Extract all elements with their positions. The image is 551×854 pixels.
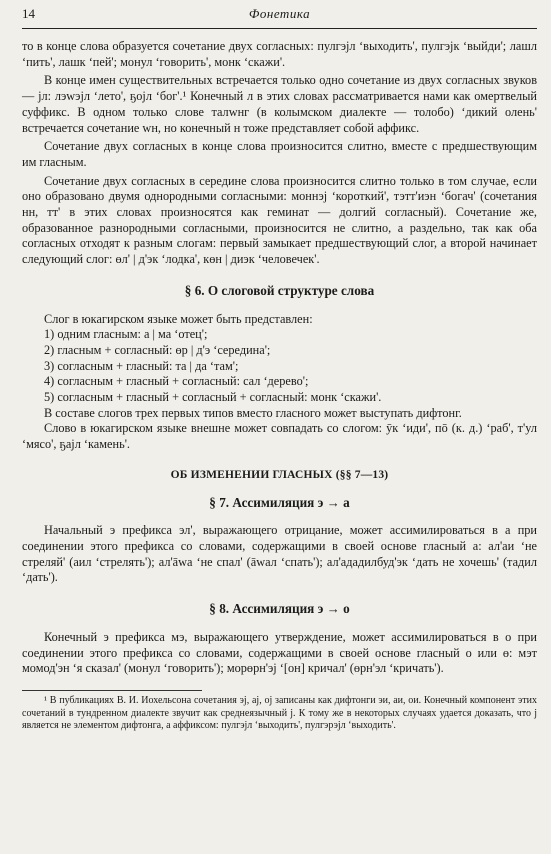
section-8-heading: § 8. Ассимиляция э → о [209, 601, 350, 617]
footnote: ¹ В публикациях В. И. Иохельсона сочетания эј, ај, ој записаны как дифтонги эи, аи, ои. Конечный компонент этих сочетаний в тундренном диалекте звучит как среднеязычный ј. К тому же в некоторых случаях удается доказать, что ј является не элементом дифтонга, а аффиксом: пулгэјл ʻвыходить', пулгэрэјл ʻвыходить'. [22, 694, 537, 732]
running-header [22, 6, 537, 29]
list-item: 4) согласным + гласный + согласный: сал ʻдерево'; [44, 374, 309, 389]
group-heading: ОБ ИЗМЕНЕНИИ ГЛАСНЫХ (§§ 7—13) [170, 468, 389, 481]
list-item: 5) согласным + гласный + согласный + согласный: монк ʻскажи'. [44, 390, 382, 405]
section-7-heading: § 7. Ассимиляция э → а [209, 494, 350, 510]
section-6-word-as-syllable: Слово в юкагирском языке внешне может совпадать со слогом: ӯк ʻиди', пō (к. д.) ʻраб', т'ул ʻмясо', ҕајл ʻкамень'. [22, 421, 537, 452]
running-title: Фонетика [248, 6, 311, 21]
page-number: 14 [22, 6, 35, 21]
list-item: 3) согласным + гласный: та | да ʻтам'; [44, 358, 239, 373]
list-item: 2) гласным + согласный: өр | д'э ʻсередина'; [44, 342, 271, 357]
paragraph-medial-clusters: Сочетание двух согласных в середине слова произносится слитно только в том случае, если оно образовано двумя однородными согласными: моннэј ʻкороткий', тэтт'иэн ʻбогач' (сочетания нн, тт' в этих словах произносятся как геминат — долгий согласный). Сочетание же, образованное разнородными согласными, произносится не слитно, а раздельно, так как оба согласных отходят к разным слогам: первый замыкает предшествующий слог, а второй начинает следующий слог: өл' | д'эк ʻлодка', көн | диэк ʻчеловечек'. [22, 173, 537, 267]
paragraph-consonant-clusters: В конце имен существительных встречается только одно сочетание из двух согласных звуков — јл: лэwэјл ʻлето', ҕојл ʻбог'.¹ Конечный л в этих словах рассматривается нами как омертвелый суффикс. В одном только слове талwнг (в колымском диалекте — толобо) ʻдикий олень' встречается сочетание wн, но конечный н тоже представляет собой аффикс. [22, 73, 537, 135]
paragraph-continuation: то в конце слова образуется сочетание двух согласных: пулгэјл ʻвыходить', пулгэјк ʻвыйди'; лашл ʻпить', лашк ʻпей'; монул ʻговорить', монк ʻскажи'. [22, 39, 537, 69]
section-7-text: Начальный э префикса эл', выражающего отрицание, может ассимилироваться в а при соединении этого префикса со словами, содержащими в своей основе гласный а: ал'аи ʻне стреляй' (аил ʻстрелять'); ал'āwа ʻне спал' (āwал ʻспать'); ал'ададилбуд'эк ʻдать не хочешь' (тадил ʻдать'). [22, 523, 537, 585]
section-6-intro: Слог в юкагирском языке может быть представлен: [44, 311, 313, 326]
body-text [22, 39, 537, 733]
section-6-diphthong-note: В составе слогов трех первых типов вместо гласного может выступать дифтонг. [44, 405, 462, 420]
section-8-text: Конечный э префикса мэ, выражающего утверждение, может ассимилироваться в о при соединении этого префикса со словами, содержащими в своей основе гласный о или ө: мэт момод'эн ʻя сказал' (монул ʻговорить'); морөрн'эј ʻ[он] кричал' (өрн'эл ʻкричать'). [22, 629, 537, 676]
footnote-rule [22, 690, 202, 691]
list-item: 1) одним гласным: а | ма ʻотец'; [44, 327, 208, 342]
paragraph-final-clusters: Сочетание двух согласных в конце слова произносится слитно, вместе с предшествующим им гласным. [22, 139, 537, 169]
syllable-type-list [22, 327, 537, 406]
section-6-heading: § 6. О слоговой структуре слова [184, 282, 375, 298]
